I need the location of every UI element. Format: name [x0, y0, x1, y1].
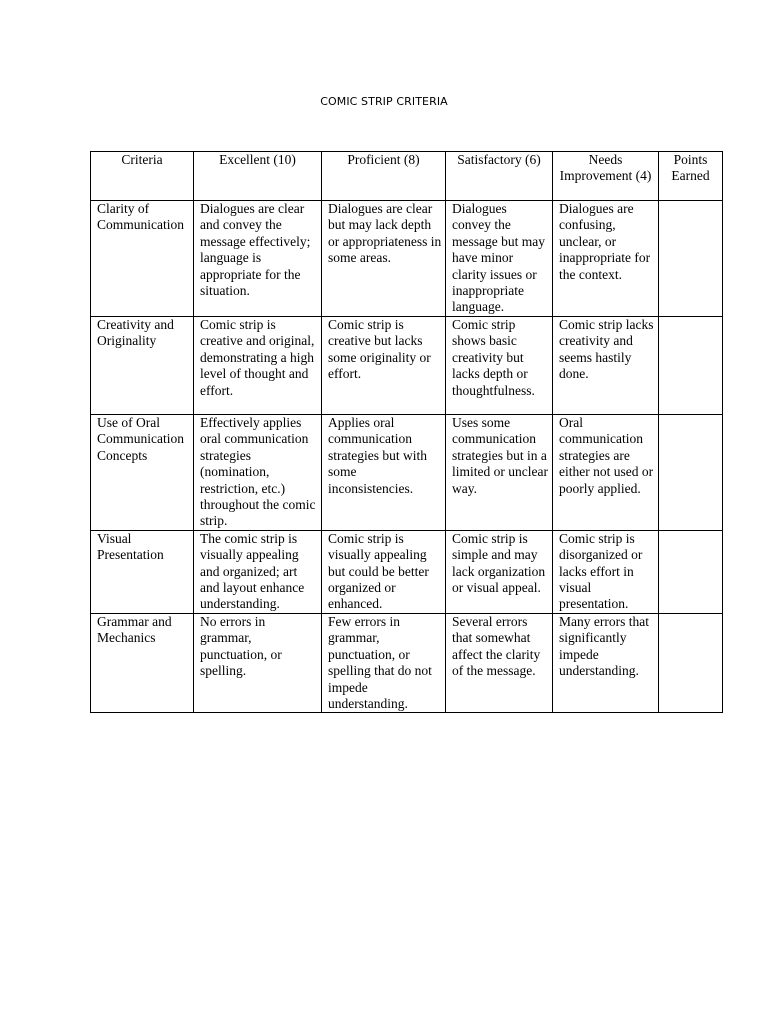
needs-improvement-cell: Dialogues are confusing, unclear, or inappropriate for the context. — [553, 201, 659, 317]
needs-improvement-cell: Comic strip is disorganized or lacks effort in visual presentation. — [553, 530, 659, 613]
proficient-cell: Few errors in grammar, punctuation, or spelling that do not impede understanding. — [322, 613, 446, 712]
table-row — [91, 415, 723, 531]
excellent-cell: Dialogues are clear and convey the message effectively; language is appropriate for the situation. — [194, 201, 322, 317]
needs-improvement-cell: Many errors that significantly impede understanding. — [553, 613, 659, 712]
satisfactory-cell: Dialogues convey the message but may have minor clarity issues or inappropriate language. — [446, 201, 553, 317]
rubric-header-row — [91, 152, 723, 201]
proficient-cell: Comic strip is creative but lacks some originality or effort. — [322, 317, 446, 415]
page-title: COMIC STRIP CRITERIA — [320, 95, 448, 108]
needs-improvement-cell: Oral communication strategies are either not used or poorly applied. — [553, 415, 659, 531]
proficient-cell: Dialogues are clear but may lack depth or appropriateness in some areas. — [322, 201, 446, 317]
points-earned-cell — [659, 201, 723, 317]
excellent-cell: No errors in grammar, punctuation, or spelling. — [194, 613, 322, 712]
proficient-cell: Applies oral communication strategies but with some inconsistencies. — [322, 415, 446, 531]
excellent-cell: Comic strip is creative and original, demonstrating a high level of thought and effort. — [194, 317, 322, 415]
header-proficient: Proficient (8) — [322, 152, 446, 201]
satisfactory-cell: Comic strip is simple and may lack organization or visual appeal. — [446, 530, 553, 613]
excellent-cell: Effectively applies oral communication strategies (nomination, restriction, etc.) throughout the comic strip. — [194, 415, 322, 531]
excellent-cell: The comic strip is visually appealing and organized; art and layout enhance understanding. — [194, 530, 322, 613]
satisfactory-cell: Uses some communication strategies but in a limited or unclear way. — [446, 415, 553, 531]
header-satisfactory: Satisfactory (6) — [446, 152, 553, 201]
header-criteria: Criteria — [91, 152, 194, 201]
criterion-cell: Creativity and Originality — [91, 317, 194, 415]
needs-improvement-cell: Comic strip lacks creativity and seems hastily done. — [553, 317, 659, 415]
points-earned-cell — [659, 415, 723, 531]
table-row — [91, 530, 723, 613]
points-earned-cell — [659, 530, 723, 613]
header-points-earned: Points Earned — [659, 152, 723, 201]
proficient-cell: Comic strip is visually appealing but could be better organized or enhanced. — [322, 530, 446, 613]
points-earned-cell — [659, 317, 723, 415]
table-row — [91, 317, 723, 415]
criterion-cell: Visual Presentation — [91, 530, 194, 613]
header-excellent: Excellent (10) — [194, 152, 322, 201]
header-needs-improvement: Needs Improvement (4) — [553, 152, 659, 201]
criterion-cell: Grammar and Mechanics — [91, 613, 194, 712]
table-row — [91, 201, 723, 317]
table-row — [91, 613, 723, 712]
criterion-cell: Use of Oral Communication Concepts — [91, 415, 194, 531]
satisfactory-cell: Comic strip shows basic creativity but lacks depth or thoughtfulness. — [446, 317, 553, 415]
rubric-table — [90, 151, 723, 713]
points-earned-cell — [659, 613, 723, 712]
satisfactory-cell: Several errors that somewhat affect the clarity of the message. — [446, 613, 553, 712]
criterion-cell: Clarity of Communication — [91, 201, 194, 317]
